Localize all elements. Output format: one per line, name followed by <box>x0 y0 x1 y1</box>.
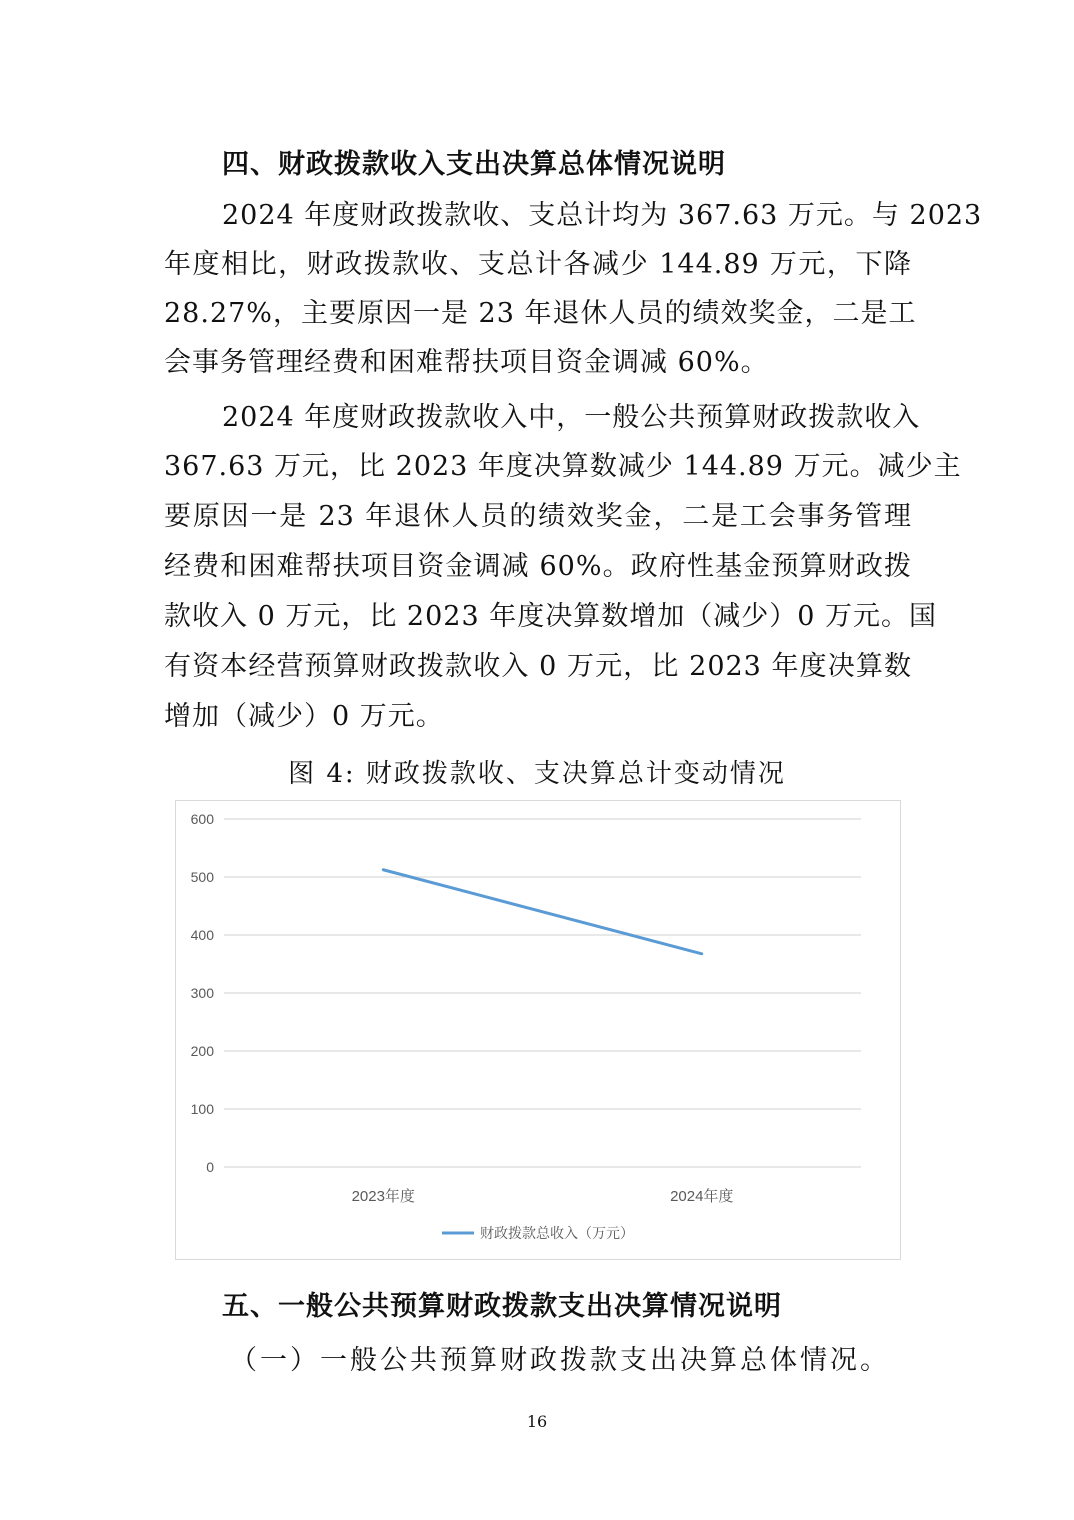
section4-heading: 四、财政拨款收入支出决算总体情况说明 <box>222 149 726 180</box>
figure-caption: 图 4: 财政拨款收、支决算总计变动情况 <box>288 759 786 789</box>
subsection-title: （一）一般公共预算财政拨款支出决算总体情况。 <box>230 1345 890 1376</box>
paragraph-line: 367.63 万元，比 2023 年度决算数减少 144.89 万元。减少主 <box>164 451 962 482</box>
series-line <box>383 870 702 954</box>
y-tick-label: 400 <box>190 927 214 943</box>
paragraph-line: 2024 年度财政拨款收、支总计均为 367.63 万元。与 2023 <box>222 200 983 231</box>
y-tick-label: 600 <box>190 811 214 827</box>
paragraph-line: 款收入 0 万元，比 2023 年度决算数增加（减少）0 万元。国 <box>164 601 937 632</box>
paragraph-line: 增加（减少）0 万元。 <box>164 701 444 732</box>
paragraph-line: 会事务管理经费和困难帮扶项目资金调减 60%。 <box>164 347 769 378</box>
line-chart <box>176 801 900 1259</box>
paragraph-line: 要原因一是 23 年退休人员的绩效奖金，二是工会事务管理 <box>164 501 912 532</box>
x-tick-label: 2023年度 <box>351 1188 415 1205</box>
legend-label: 财政拨款总收入（万元） <box>480 1225 634 1241</box>
chart-container <box>175 800 901 1260</box>
x-tick-label: 2024年度 <box>670 1188 734 1205</box>
paragraph-line: 经费和困难帮扶项目资金调减 60%。政府性基金预算财政拨 <box>164 551 912 582</box>
paragraph-line: 有资本经营预算财政拨款收入 0 万元，比 2023 年度决算数 <box>164 651 912 682</box>
page-number: 16 <box>526 1412 548 1431</box>
y-tick-label: 500 <box>190 869 214 885</box>
y-tick-label: 100 <box>190 1101 214 1117</box>
y-tick-label: 0 <box>206 1159 214 1175</box>
paragraph-line: 28.27%，主要原因一是 23 年退休人员的绩效奖金，二是工 <box>164 298 917 329</box>
y-tick-label: 200 <box>190 1043 214 1059</box>
y-tick-label: 300 <box>190 985 214 1001</box>
paragraph-line: 2024 年度财政拨款收入中，一般公共预算财政拨款收入 <box>222 402 921 433</box>
paragraph-line: 年度相比，财政拨款收、支总计各减少 144.89 万元，下降 <box>164 249 912 280</box>
section5-heading: 五、一般公共预算财政拨款支出决算情况说明 <box>222 1291 782 1322</box>
